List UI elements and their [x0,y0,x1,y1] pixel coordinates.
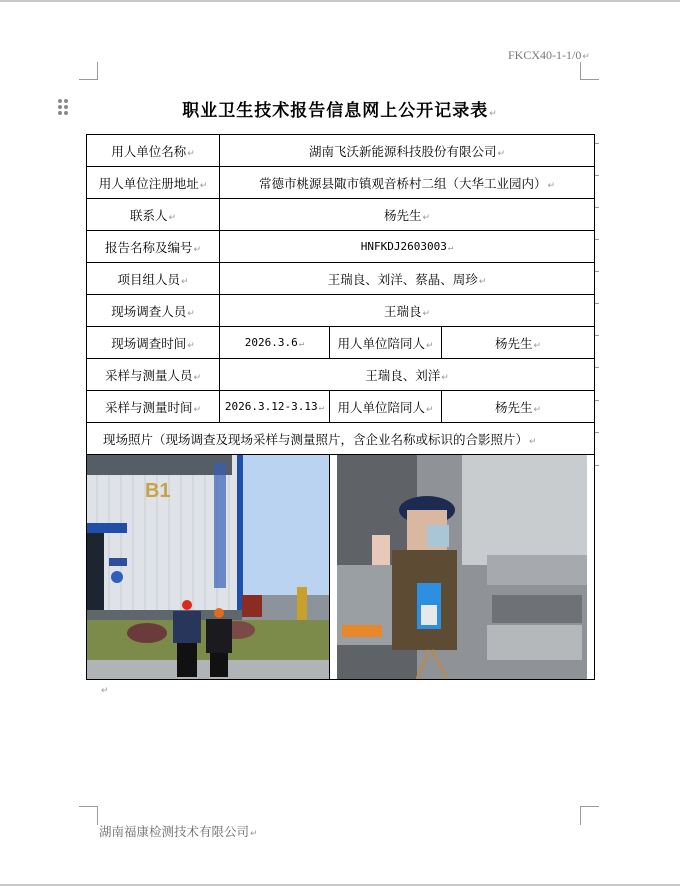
photo-building[interactable] [87,455,329,679]
row-end-mark [595,143,599,144]
row-end-mark [595,175,599,176]
row-end-mark [595,432,599,433]
row-end-mark [595,239,599,240]
value-cell[interactable]: 杨先生↵ [220,199,595,231]
photo-cell [330,455,595,680]
label-cell: 报告名称及编号↵ [87,231,220,263]
label-cell: 联系人↵ [87,199,220,231]
photo-row [87,455,595,680]
row-end-mark [595,367,599,368]
row-end-mark [595,335,599,336]
margin-corner-bottom-right [580,806,599,825]
value-cell[interactable]: 杨先生↵ [442,327,595,359]
row-end-mark [595,465,599,466]
photo-cell [87,455,330,680]
photo-sampling[interactable] [330,455,594,679]
table-row [87,423,595,455]
table-row [87,199,595,231]
value-cell[interactable]: 王瑞良、刘洋、蔡晶、周珍↵ [220,263,595,295]
footer-company: 湖南福康检测技术有限公司↵ [99,824,258,839]
row-end-mark [595,271,599,272]
row-end-mark [595,207,599,208]
row-end-mark [595,303,599,304]
margin-corner-top-left [79,62,98,80]
label-cell: 项目组人员↵ [87,263,220,295]
label-cell: 用人单位陪同人↵ [330,391,442,423]
value-cell[interactable]: HNFKDJ2603003↵ [220,231,595,263]
value-cell[interactable]: 湖南飞沃新能源科技股份有限公司↵ [220,135,595,167]
table-row [87,391,595,423]
empty-paragraph-mark: ↵ [101,686,109,696]
label-cell: 采样与测量人员↵ [87,359,220,391]
value-cell[interactable]: 2026.3.12-3.13↵ [220,391,330,423]
label-cell: 采样与测量时间↵ [87,391,220,423]
label-cell: 现场调查时间↵ [87,327,220,359]
value-cell[interactable]: 常德市桃源县陬市镇观音桥村二组（大华工业园内）↵ [220,167,595,199]
page-title: 职业卫生技术报告信息网上公开记录表↵ [182,101,498,120]
value-cell[interactable]: 王瑞良↵ [220,295,595,327]
photo-caption-cell: 现场照片（现场调查及现场采样与测量照片，含企业名称或标识的合影照片）↵ [87,423,595,455]
label-cell: 用人单位注册地址↵ [87,167,220,199]
table-row [87,231,595,263]
margin-corner-bottom-left [79,806,98,825]
page-top-edge [0,0,680,2]
label-cell: 用人单位陪同人↵ [330,327,442,359]
value-cell[interactable]: 杨先生↵ [442,391,595,423]
value-cell[interactable]: 2026.3.6↵ [220,327,330,359]
value-cell[interactable]: 王瑞良、刘洋↵ [220,359,595,391]
label-cell: 现场调查人员↵ [87,295,220,327]
label-cell: 用人单位名称↵ [87,135,220,167]
building-photo-image [87,455,329,679]
record-table [86,134,595,680]
table-row [87,295,595,327]
table-row [87,135,595,167]
table-row [87,359,595,391]
svg-text:B1: B1 [145,480,171,502]
margin-corner-top-right [580,62,599,80]
table-row [87,327,595,359]
table-row [87,263,595,295]
row-end-mark [595,400,599,401]
table-row [87,167,595,199]
header-doc-code: FKCX40-1-1/0↵ [508,48,590,62]
sampling-photo-image [337,455,587,679]
